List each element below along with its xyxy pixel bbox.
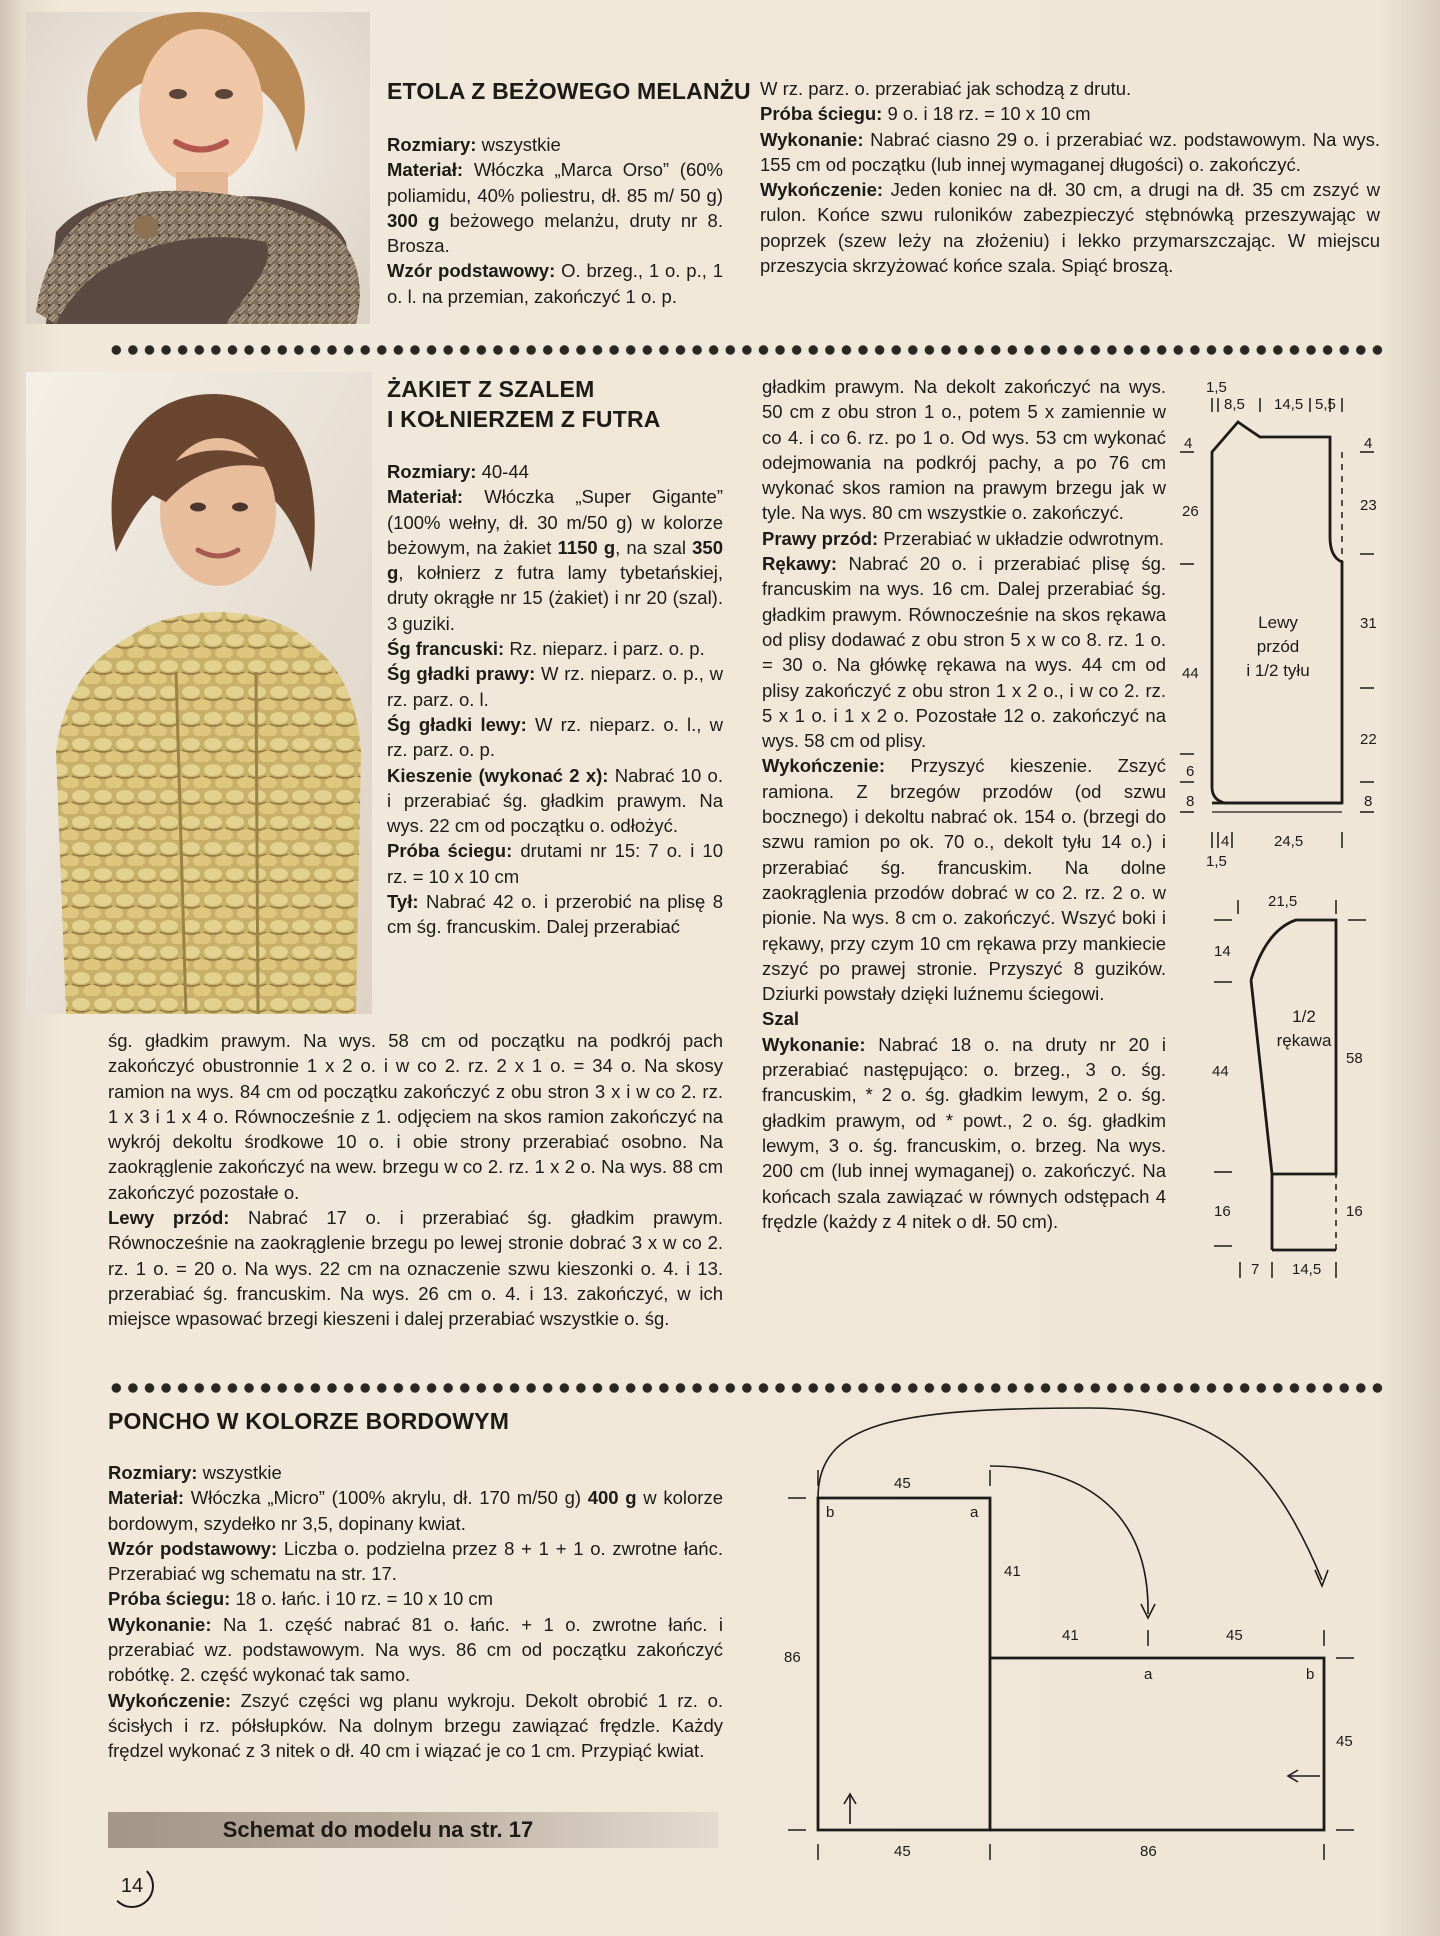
etola-cont: W rz. parz. o. przerabiać jak schodzą z drutu. bbox=[760, 78, 1132, 99]
poncho-letter-b2: b bbox=[1306, 1666, 1315, 1683]
front-dim-11: 22 bbox=[1360, 731, 1377, 748]
poncho-dim-2: 41 bbox=[1004, 1563, 1021, 1580]
zakiet-kieszenie: Kieszenie (wykonać 2 x): Nabrać 10 o. i przerabiać śg. gładkim prawym. Na wys. 22 cm od początku o. odłożyć. bbox=[387, 764, 723, 837]
sleeve-dim-4: 58 bbox=[1346, 1050, 1363, 1067]
diagram-poncho bbox=[770, 1404, 1370, 1874]
front-dim-3: 14,5 bbox=[1274, 396, 1304, 413]
poncho-wykonczenie: Wykończenie: Zszyć części wg planu wykroju. Dekolt obrobić 1 rz. o. ścisłych i rz. półsłupków. Na dolnym brzegu zawiązać frędzle. Każdy frędzel wykonać z 3 nitek o dł. 40 cm i wiązać je co 1 cm. Przypiąć kwiat. bbox=[108, 1689, 723, 1762]
front-dim-4: 5,5 bbox=[1315, 396, 1336, 413]
zakiet-title-line2: I KOŁNIERZEM Z FUTRA bbox=[387, 406, 661, 432]
sleeve-dim-2: 14 bbox=[1214, 943, 1231, 960]
front-dim-17: 1,5 bbox=[1206, 853, 1227, 870]
front-dim-10: 44 bbox=[1182, 665, 1199, 682]
poncho-dim-1: 45 bbox=[894, 1475, 911, 1492]
schema-banner bbox=[108, 1812, 718, 1848]
front-dim-2: 8,5 bbox=[1224, 396, 1245, 413]
sleeve-dim-3: 44 bbox=[1212, 1063, 1229, 1080]
zakiet-tyl-a: Tył: Nabrać 42 o. i przerobić na plisę 8 cm śg. francuskim. Dalej przerabiać bbox=[387, 891, 723, 938]
zakiet-col2-a: gładkim prawym. Na dekolt zakończyć na wys. 50 cm z obu stron 1 o., potem 5 x zamiennie w co 4. i co 6. rz. po 1 o. Od wys. 53 cm wykonać odejmowania na podkrój pachy, a po 76 cm wykonać skos ramion na prawym brzegu jak w tyle. Na wys. 80 cm wszystkie o. zakończyć. bbox=[762, 376, 1166, 524]
poncho-title: PONCHO W KOLORZE BORDOWYM bbox=[108, 1408, 510, 1434]
etola-rozmiary: Rozmiary: wszystkie bbox=[387, 134, 561, 155]
zakiet-proba: Próba ściegu: drutami nr 15: 7 o. i 10 rz. = 10 x 10 cm bbox=[387, 840, 723, 887]
page-number: 14 bbox=[110, 1864, 154, 1908]
sleeve-dim-7: 7 bbox=[1251, 1261, 1260, 1278]
etola-wzor: Wzór podstawowy: O. brzeg., 1 o. p., 1 o. l. na przemian, zakończyć 1 o. p. bbox=[387, 260, 723, 307]
front-dim-5: 4 bbox=[1184, 435, 1193, 452]
zakiet-sg-prawy: Śg gładki prawy: W rz. nieparz. o. p., w rz. parz. o. l. bbox=[387, 663, 723, 710]
zakiet-prawy-przod: Prawy przód: Przerabiać w układzie odwrotnym. bbox=[762, 527, 1165, 549]
zakiet-lewy-przod: Lewy przód: Nabrać 17 o. i przerabiać śg. gładkim prawym. Równocześnie na zaokrąglenie brzegu po lewej stronie dobrać 3 x w co 2. rz. 1 o. = 20 o. Na wys. 22 cm na oznaczenie szwu kieszonki o. 4. i 13. przerabiać śg. francuskim. Na wys. 26 cm o. 4. i 13. zakończyć, w ich miejsce wpasować brzegi kieszeni i dalej przerabiać wszystkie o. śg. bbox=[108, 1207, 723, 1330]
front-label-2: przód bbox=[1256, 637, 1300, 656]
zakiet-title bbox=[387, 374, 661, 434]
photo-etola-model bbox=[26, 12, 370, 324]
etola-wykonanie: Wykonanie: Nabrać ciasno 29 o. i przerabiać wz. podstawowym. Na wys. 155 cm od początku (lub innej wymaganej długości) o. zakończyć. bbox=[760, 128, 1380, 175]
zakiet-text-col1-bottom bbox=[108, 1028, 723, 1332]
zakiet-tyl-b: śg. gładkim prawym. Na wys. 58 cm od początku na podkrój pach zakończyć obustronnie 1 x 2 o. i w co 2. rz. 2 x 1 o. = 34 o. Na skosy ramion na wys. 84 cm od początku zakończyć z obu stron 3 x i w co 2. rz. 1 x 3 i 1 x 4 o. Równocześnie z 1. odjęciem na skos ramion zakończyć na wykrój dekoltu środkowe 10 o. i obie strony przerabiać osobno. Na zaokrąglenie zakończyć na wew. brzegu w co 2. rz. 1 x 2 o. Na wys. 88 cm zakończyć pozostałe o. bbox=[108, 1030, 723, 1203]
zakiet-text-col1-top bbox=[387, 459, 723, 940]
etola-proba: Próba ściegu: 9 o. i 18 rz. = 10 x 10 cm bbox=[760, 103, 1091, 125]
front-dim-1: 1,5 bbox=[1206, 379, 1227, 396]
etola-title: ETOLA Z BEŻOWEGO MELANŻU bbox=[387, 78, 751, 104]
front-label-3: i 1/2 tyłu bbox=[1246, 661, 1310, 680]
zakiet-text-col2 bbox=[762, 374, 1166, 1234]
diagram-sleeve bbox=[1196, 880, 1386, 1280]
poncho-dim-7: 45 bbox=[894, 1843, 911, 1860]
front-label-1: Lewy bbox=[1258, 613, 1298, 632]
poncho-dim-5: 45 bbox=[1226, 1627, 1243, 1644]
zakiet-sg-francuski: Śg francuski: Rz. nieparz. i parz. o. p. bbox=[387, 638, 705, 660]
zakiet-szal-wykonanie: Wykonanie: Nabrać 18 o. na druty nr 20 i przerabiać następująco: o. brzeg., 3 o. śg. francuskim, * 2 o. śg. gładkim lewym, 2 o. śg. gładkim prawym, od * powt., 2 o. śg. gładkim lewym, 3 o. śg. francuskim, o. brzeg. Na wys. 200 cm (lub innej wymaganej) o. zakończyć. Na końcach szala zawiązać w równych odstępach 4 frędzle (każdy z 4 nitek o dł. 50 cm). bbox=[762, 1033, 1166, 1232]
poncho-dim-4: 41 bbox=[1062, 1627, 1079, 1644]
dotted-divider-1 bbox=[108, 344, 1388, 356]
poncho-wzor: Wzór podstawowy: Liczba o. podzielna przez 8 + 1 + 1 o. zwrotne łańc. Przerabiać wg schematu na str. 17. bbox=[108, 1537, 723, 1585]
front-dim-13: 8 bbox=[1186, 793, 1195, 810]
front-dim-14: 8 bbox=[1364, 793, 1373, 810]
photo-zakiet-model bbox=[26, 372, 372, 1014]
sleeve-label-2: rękawa bbox=[1276, 1031, 1332, 1050]
poncho-dim-6: 45 bbox=[1336, 1733, 1353, 1750]
poncho-dim-3: 86 bbox=[784, 1649, 801, 1666]
front-dim-8: 23 bbox=[1360, 497, 1377, 514]
dotted-divider-2 bbox=[108, 1382, 1388, 1394]
poncho-material: Materiał: Włóczka „Micro” (100% akrylu, dł. 170 m/50 g) 400 g w kolorze bordowym, szydełko nr 3,5, dopinany kwiat. bbox=[108, 1487, 723, 1534]
etola-material: Materiał: Włóczka „Marca Orso” (60% poliamidu, 40% poliestru, dł. 85 m/ 50 g) 300 g beżowego melanżu, druty nr 8. Brosza. bbox=[387, 159, 723, 257]
etola-text-col2 bbox=[760, 76, 1380, 278]
poncho-wykonanie: Wykonanie: Na 1. część nabrać 81 o. łańc. + 1 o. zwrotne łańc. i przerabiać wz. podstawowym. Na wys. 86 cm od początku zakończyć robótkę. 2. część wykonać tak samo. bbox=[108, 1613, 723, 1686]
schema-banner-text: Schemat do modelu na str. 17 bbox=[222, 1817, 534, 1842]
front-dim-16: 24,5 bbox=[1274, 833, 1304, 850]
front-dim-12: 6 bbox=[1186, 763, 1195, 780]
zakiet-rekawy: Rękawy: Nabrać 20 o. i przerabiać plisę śg. francuskim na wys. 16 cm. Dalej przerabiać śg. gładkim prawym. Równocześnie na skos rękawa od plisy dodawać z obu stron 5 x w co 8. rz. 1 o. = 30 o. Na główkę rękawa na wys. 44 cm od plisy zakończyć z obu stron 1 x 2 o., i w co 2. rz. 5 x 1 o. i 1 x 2 o. Pozostałe 12 o. zakończyć na wys. 58 cm od plisy. bbox=[762, 553, 1166, 752]
sleeve-label-1: 1/2 bbox=[1292, 1007, 1316, 1026]
sleeve-dim-1: 21,5 bbox=[1268, 893, 1298, 910]
zakiet-wykonczenie: Wykończenie: Przyszyć kieszenie. Zszyć ramiona. Z brzegów przodów (od szwu bocznego) i dekoltu nabrać ok. 154 o. (brzegi do szwu ramion po ok. 70 o., dekolt tyłu 14 o.) i przerabiać śg. francuskim. Na dolne zaokrąglenia przodów dobrać w co 2. rz. 2 o. w pionie. Na wys. 8 cm o. zakończyć. Wszyć boki i rękawy, przy czym 10 cm rękawa przy mankiecie zszyć po prawej stronie. Przyszyć 8 guzików. Dziurki powstały dzięki luźnemu ściegowi. bbox=[762, 755, 1166, 1005]
etola-wykonczenie: Wykończenie: Jeden koniec na dł. 30 cm, a drugi na dł. 35 cm zszyć w rulon. Końce szwu ruloników zabezpieczyć stębnówką przeszywając w poprzek (szew leży na złożeniu) i lekko przymarszczając. W miejscu przeszycia skrzyżować końce szala. Spiąć broszą. bbox=[760, 179, 1380, 277]
zakiet-title-line1: ŻAKIET Z SZALEM bbox=[387, 376, 595, 402]
zakiet-sg-lewy: Śg gładki lewy: W rz. nieparz. o. l., w rz. parz. o. p. bbox=[387, 713, 723, 761]
zakiet-szal-heading: Szal bbox=[762, 1008, 800, 1030]
poncho-text bbox=[108, 1460, 723, 1764]
zakiet-rozmiary: Rozmiary: 40-44 bbox=[387, 461, 529, 482]
front-dim-6: 4 bbox=[1364, 435, 1373, 452]
poncho-letter-a1: a bbox=[970, 1504, 979, 1521]
poncho-letter-b1: b bbox=[826, 1504, 835, 1521]
sleeve-dim-8: 14,5 bbox=[1292, 1261, 1322, 1278]
diagram-front-piece bbox=[1170, 372, 1390, 872]
poncho-letter-a2: a bbox=[1144, 1666, 1153, 1683]
etola-text-col1 bbox=[387, 132, 723, 309]
poncho-rozmiary: Rozmiary: wszystkie bbox=[108, 1462, 282, 1483]
zakiet-material: Materiał: Włóczka „Super Gigante” (100% wełny, dł. 30 m/50 g) w kolorze beżowym, na żakiet 1150 g, na szal 350 g, kołnierz z futra lamy tybetańskiej, druty okrągłe nr 15 (żakiet) i nr 20 (szal). 3 guziki. bbox=[387, 486, 723, 634]
poncho-proba: Próba ściegu: 18 o. łańc. i 10 rz. = 10 x 10 cm bbox=[108, 1588, 494, 1610]
poncho-dim-8: 86 bbox=[1140, 1843, 1157, 1860]
sleeve-dim-5: 16 bbox=[1214, 1203, 1231, 1220]
front-dim-9: 31 bbox=[1360, 615, 1377, 632]
front-dim-7: 26 bbox=[1182, 503, 1199, 520]
sleeve-dim-6: 16 bbox=[1346, 1203, 1363, 1220]
front-dim-15: 4 bbox=[1221, 833, 1230, 850]
